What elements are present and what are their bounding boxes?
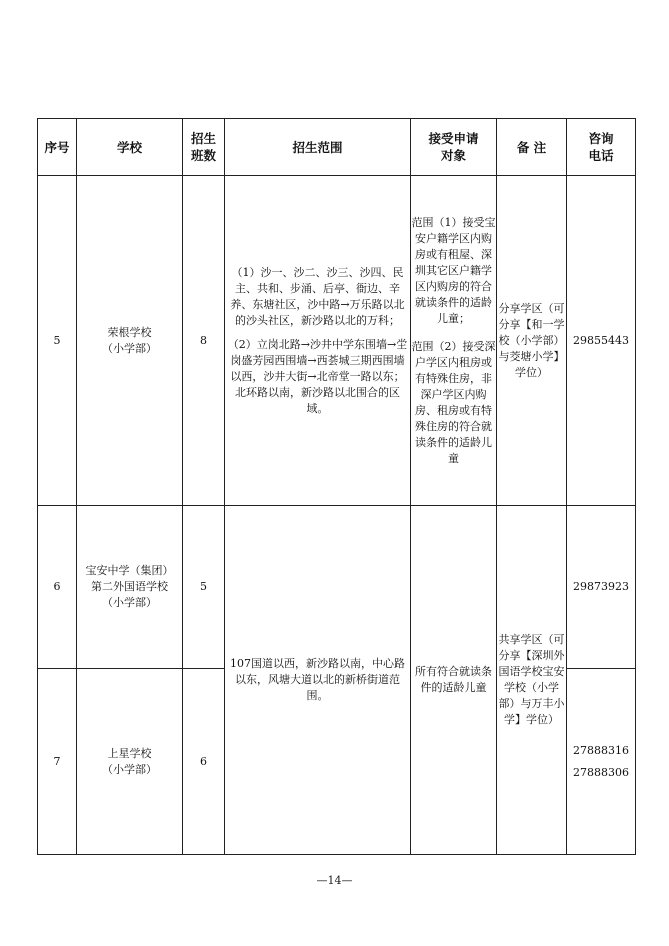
row-phone: [567, 669, 636, 855]
header-target: 接受申请 对象: [411, 119, 497, 176]
row-range: [225, 176, 411, 506]
enrollment-table: [37, 118, 636, 855]
table-header-row: [38, 119, 636, 176]
shared-range-text: 107国道以西，新沙路以南，中心路以东，风塘大道以北的新桥街道范围。: [230, 657, 405, 702]
phone-line-2: 27888306: [573, 765, 629, 779]
row-school: 荣根学校 （小学部）: [77, 176, 183, 506]
target-part-2: 范围（2）接受深户学区内租房或有特殊住房，非深户学区内购房、租房或有特殊住房的符合就读条件的适龄儿童: [411, 339, 496, 465]
row-target: [411, 176, 497, 506]
header-note: 备 注: [497, 119, 567, 176]
row-note: 分享学区（可分享【和一学校（小学部）与茭塘小学】学位）: [497, 176, 567, 506]
header-num: 序号: [38, 119, 77, 176]
header-range: 招生范围: [225, 119, 411, 176]
shared-range: [225, 506, 411, 855]
row-num: 6: [38, 506, 77, 669]
shared-target-text: 所有符合就读条件的适龄儿童: [415, 665, 492, 694]
phone-line-1: 27888316: [573, 743, 629, 757]
table-row: [38, 506, 636, 669]
shared-note: 共享学区（可分享【深圳外国语学校宝安学校（小学部）与万丰小学】学位）: [497, 506, 567, 855]
row-classes: 6: [183, 669, 225, 855]
header-school: 学校: [77, 119, 183, 176]
row-classes: 5: [183, 506, 225, 669]
row-school: 上星学校 （小学部）: [77, 669, 183, 855]
row-classes: 8: [183, 176, 225, 506]
row-phone: 29855443: [567, 176, 636, 506]
header-classes: 招生 班数: [183, 119, 225, 176]
table-row: [38, 176, 636, 506]
header-phone: 咨询 电话: [567, 119, 636, 176]
shared-target: [411, 506, 497, 855]
range-part-2: （2）立岗北路→沙井中学东围墙→坣岗盛芳园西围墙→西荟城三期西围墙以西，沙井大街→北帝堂一路以东；北环路以南，新沙路以北围合的区域。: [227, 337, 408, 415]
row-school: 宝安中学（集团） 第二外国语学校 （小学部）: [77, 506, 183, 669]
target-part-1: 范围（1）接受宝安户籍学区内购房或有租屋、深圳其它区户籍学区内购房的符合就读条件的适龄儿童；: [411, 215, 496, 325]
row-num: 7: [38, 669, 77, 855]
row-phone: 29873923: [567, 506, 636, 669]
page-number: —14—: [316, 874, 353, 887]
row-num: 5: [38, 176, 77, 506]
range-part-1: （1）沙一、沙二、沙三、沙四、民主、共和、步涌、后亭、衙边、辛养、东塘社区，沙中路→万乐路以北的沙头社区，新沙路以北的万科；: [230, 265, 405, 327]
